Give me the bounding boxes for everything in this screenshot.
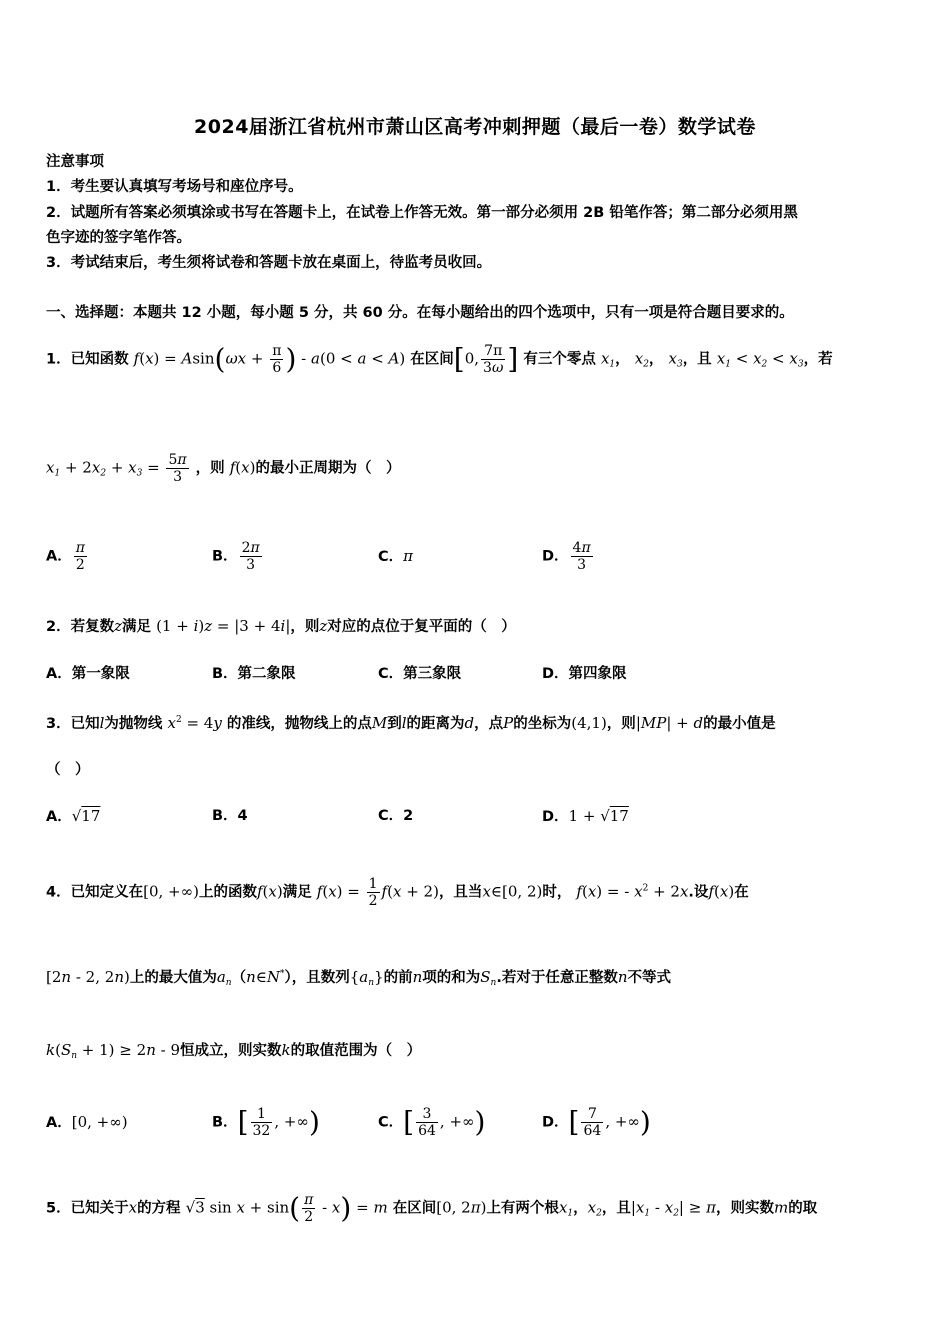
q2-option-b[interactable]: B．第二象限 — [212, 666, 296, 682]
page-title: 2024届浙江省杭州市萧山区高考冲刺押题（最后一卷）数学试卷 — [194, 116, 756, 138]
q1-prefix: 1．已知函数 — [46, 351, 129, 368]
q1-end: ，若 — [803, 351, 833, 368]
q1-mid3: ，且 — [682, 351, 712, 368]
q3-option-d[interactable]: D．1 + √17 — [542, 807, 629, 825]
q1-mid2: 有三个零点 — [523, 351, 596, 368]
section-heading: 一、选择题：本题共 12 小题，每小题 5 分，共 60 分。在每小题给出的四个选项中，只有一项是符合题目要求的。 — [46, 305, 794, 321]
question-2-line: 2．若复数z满足 (1 + i)z = |3 + 4i|，则z对应的点位于复平面的（ ） — [46, 617, 516, 635]
question-3-paren: （ ） — [46, 762, 90, 778]
question-4-line-1: 4．已知定义在[0, +∞)上的函数f(x)满足 f(x) = $\frac{1}{2}$ f(x + 2)，且当x∈[0, 2)时， f(x) = - $x^2 + 2x$.设f(x)在 — [46, 876, 749, 909]
q1-option-b[interactable]: B． $\frac{2\pi}{3}$ — [212, 540, 260, 573]
q1-line2-end: ，则 — [195, 460, 225, 477]
q1-function: f — [133, 349, 140, 368]
question-1-line-1: 1．已知函数 f(x) = Asin(ωx + $\frac{\pi}{6}$ ) - a(0 < a < A) 在区间[0, $\frac{7\pi}{3\omega}$ ] 有三个零点 $x_1$， $x_2$， $x_3$，且 $x_1 < x_2 < x_3$，若 — [46, 342, 833, 376]
q4-option-d[interactable]: D．[ $\frac{7}{64}$ , +∞) — [542, 1105, 651, 1139]
q1-line2-end2: 的最小正周期为（ ） — [255, 460, 401, 477]
q4-option-c[interactable]: C．[ $\frac{3}{64}$ , +∞) — [378, 1105, 486, 1139]
notice-heading: 注意事项 — [46, 154, 104, 170]
q2-option-d[interactable]: D．第四象限 — [542, 666, 627, 682]
q2-option-c[interactable]: C．第三象限 — [378, 666, 462, 682]
notice-item-2a: 2．试题所有答案必须填涂或书写在答题卡上，在试卷上作答无效。第一部分必须用 2B 铅笔作答；第二部分必须用黑 — [46, 205, 798, 221]
question-1-line-2: $x_1 + 2x_2 + x_3$ = $\frac{5\pi}{3}$ ，则 f(x)的最小正周期为（ ） — [46, 452, 401, 485]
question-4-line-3: $k(S_n + 1) \ge 2n - 9$恒成立，则实数k的取值范围为（ ） — [46, 1041, 422, 1061]
q3-option-a[interactable]: A．√17 — [46, 807, 101, 825]
notice-item-1: 1．考生要认真填写考场号和座位序号。 — [46, 179, 303, 195]
question-3-line-1: 3．已知l为抛物线 $x^2 = 4y$ 的准线，抛物线上的点M到l的距离为d，点P的坐标为(4,1)，则|MP| + d的最小值是 — [46, 714, 776, 732]
q4-option-a[interactable]: A．[0, +∞) — [46, 1113, 128, 1131]
q1-mid1: 在区间 — [410, 351, 454, 368]
q1-option-c[interactable]: C．π — [378, 547, 414, 565]
notice-item-3: 3．考试结束后，考生须将试卷和答题卡放在桌面上，待监考员收回。 — [46, 255, 492, 271]
notice-item-2b: 色字迹的签字笔作答。 — [46, 230, 191, 246]
q3-option-b[interactable]: B．4 — [212, 808, 248, 824]
question-5-line-1: 5．已知关于x的方程 √3 sin x + sin( $\frac{\pi}{2}$ - x) = m 在区间[0, 2π)上有两个根$x_1$，$x_2$，且$|x_1 - x_2| \ge \pi$，则实数m的取 — [46, 1191, 818, 1225]
q3-option-c[interactable]: C．2 — [378, 808, 414, 824]
question-4-line-2: [2n - 2, 2n)上的最大值为$a_n(n\in N^*)$，且数列$\{a_n\}$的前n项的和为$S_n$.若对于任意正整数n不等式 — [46, 968, 672, 988]
q4-option-b[interactable]: B．[ $\frac{1}{32}$ , +∞) — [212, 1105, 320, 1139]
q1-option-d[interactable]: D． $\frac{4\pi}{3}$ — [542, 540, 591, 573]
q2-option-a[interactable]: A．第一象限 — [46, 666, 130, 682]
q1-option-a[interactable]: A． $\frac{\pi}{2}$ — [46, 540, 85, 573]
